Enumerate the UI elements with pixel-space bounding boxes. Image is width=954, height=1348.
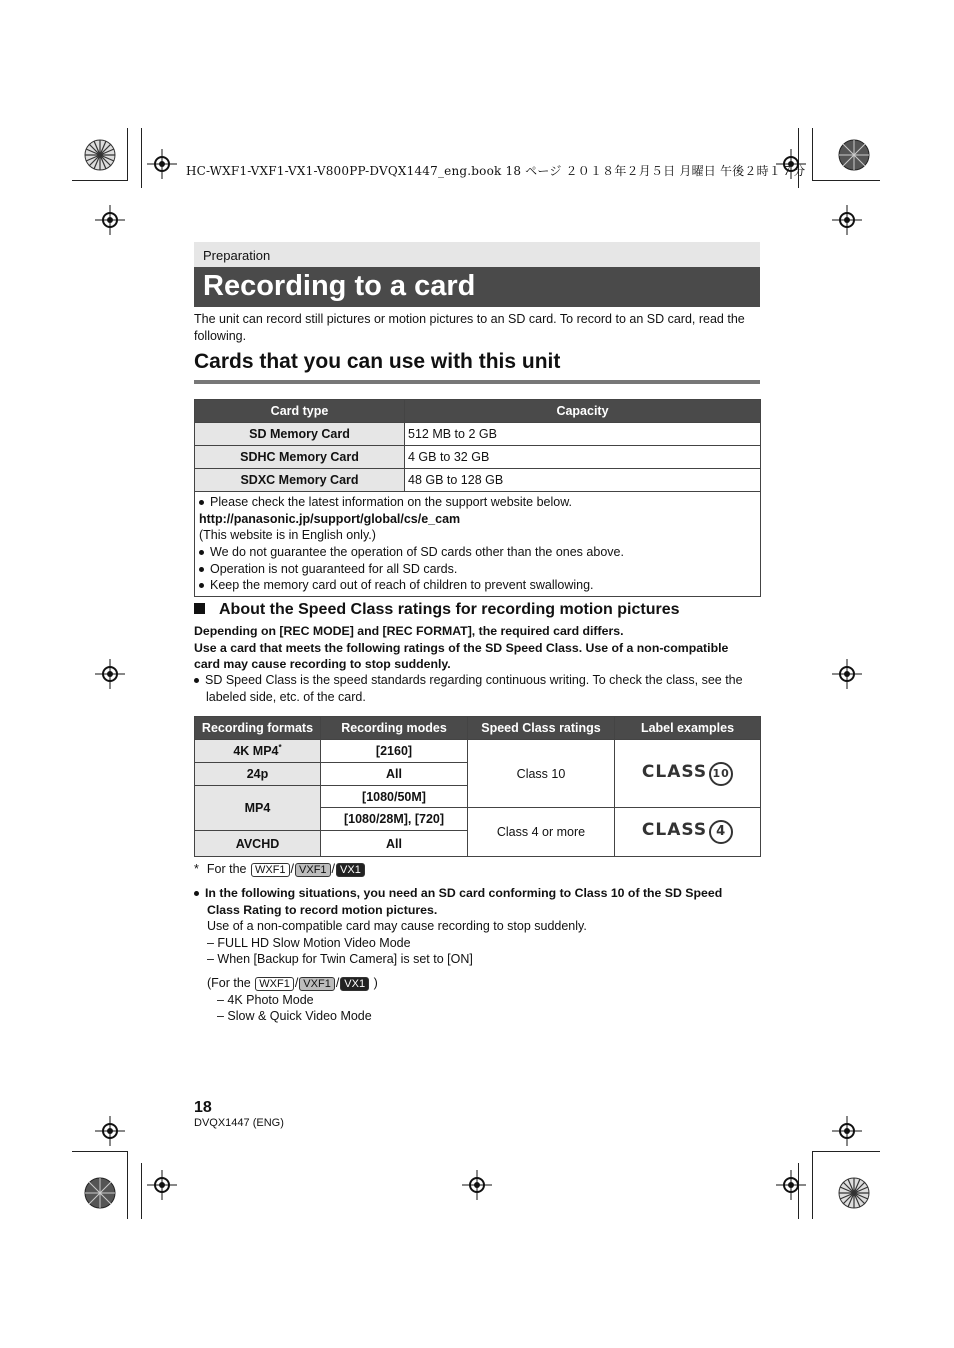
cards-heading: Cards that you can use with this unit: [194, 350, 561, 373]
registration-mark-icon: [832, 659, 862, 689]
registration-mark-icon: [832, 1116, 862, 1146]
intro-paragraph: The unit can record still pictures or motion pictures to an SD card. To record to an SD card, read the following.: [194, 312, 745, 343]
col-header-speed-class: Speed Class ratings: [468, 717, 615, 740]
note-item: Keep the memory card out of reach of children to prevent swallowing.: [199, 578, 594, 592]
table-row: [195, 469, 761, 492]
class4-label-cell: [615, 808, 761, 857]
book-info-line: HC-WXF1-VXF1-VX1-V800PP-DVQX1447_eng.book 18 ページ ２０１８年２月５日 月曜日 午後２時１７分: [186, 164, 806, 178]
bullet-icon: [199, 550, 204, 555]
registration-mark-icon: [462, 1170, 492, 1200]
model-chip-vxf1: VXF1: [295, 863, 331, 877]
capacity-cell: 4 GB to 32 GB: [405, 446, 761, 469]
col-header-recording-modes: Recording modes: [321, 717, 468, 740]
note-item: Operation is not guaranteed for all SD cards.: [199, 562, 457, 576]
table-row: [195, 446, 761, 469]
note-item: We do not guarantee the operation of SD cards other than the ones above.: [199, 545, 624, 559]
format-cell: 4K MP4*: [195, 740, 321, 763]
color-rosette-icon: [838, 139, 870, 171]
registration-mark-icon: [776, 1170, 806, 1200]
bullet-icon: [199, 583, 204, 588]
speed-class-cell: Class 4 or more: [468, 808, 615, 857]
registration-mark-icon: [95, 1116, 125, 1146]
model-chip-vx1: VX1: [340, 977, 369, 991]
model-specific-block: (For the WXF1 / VXF1 / VX1 ) – 4K Photo Mode – Slow & Quick Video Mode: [207, 976, 378, 1023]
mode-cell: All: [321, 831, 468, 857]
page-title: Recording to a card: [203, 270, 476, 302]
mode-cell: [1080/28M], [720]: [321, 808, 468, 831]
speed-class-note: SD Speed Class is the speed standards regarding continuous writing. To check the class, see the labeled side, etc. of the card.: [194, 672, 764, 705]
cards-table: [194, 399, 761, 492]
col-header-recording-formats: Recording formats: [195, 717, 321, 740]
table-row: [195, 740, 761, 763]
mode-cell: [2160]: [321, 740, 468, 763]
format-cell: MP4: [195, 786, 321, 831]
format-cell: AVCHD: [195, 831, 321, 857]
class10-label-cell: [615, 740, 761, 808]
speed-bold-paragraph: Depending on [REC MODE] and [REC FORMAT], the required card differs. Use a card that meets the following ratings of the SD Speed Class. Use of a non-compatible card may cause recording to stop suddenly.: [194, 624, 729, 671]
registration-mark-icon: [147, 149, 177, 179]
heading-rule: [194, 380, 760, 384]
class4-logo: CLASS 4: [642, 820, 733, 840]
bullet-icon: [194, 891, 199, 896]
document-code: DVQX1447 (ENG): [194, 1117, 284, 1129]
card-type-cell: SDHC Memory Card: [195, 446, 405, 469]
registration-mark-icon: [95, 659, 125, 689]
situations-block: In the following situations, you need an SD card conforming to Class 10 of the SD Speed Class Rating to record motion pictures. Use of a non-compatible card may cause recording to stop suddenly. – FULL HD Slow Motion Video Mode – When [Backup for Twin Camera] is set to [ON]: [194, 885, 764, 968]
registration-mark-icon: [832, 205, 862, 235]
color-rosette-icon: [84, 139, 116, 171]
speed-heading: About the Speed Class ratings for recording motion pictures: [194, 601, 680, 619]
capacity-cell: 512 MB to 2 GB: [405, 423, 761, 446]
section-label-text: Preparation: [203, 248, 271, 263]
color-rosette-icon: [838, 1177, 870, 1209]
model-chip-wxf1: WXF1: [251, 863, 290, 877]
bullet-icon: [199, 500, 204, 505]
card-type-cell: SD Memory Card: [195, 423, 405, 446]
mode-cell: [1080/50M]: [321, 786, 468, 808]
speed-class-table: [194, 716, 761, 857]
registration-mark-icon: [95, 205, 125, 235]
note-item: Please check the latest information on the support website below.: [199, 495, 572, 509]
section-label: [194, 242, 760, 267]
card-type-cell: SDXC Memory Card: [195, 469, 405, 492]
class10-logo: CLASS 10: [642, 762, 733, 782]
col-header-label-examples: Label examples: [615, 717, 761, 740]
registration-mark-icon: [147, 1170, 177, 1200]
model-chip-vxf1: VXF1: [299, 977, 335, 991]
page-number: 18: [194, 1099, 212, 1116]
model-chip-vx1: VX1: [336, 863, 365, 877]
format-cell: 24p: [195, 763, 321, 786]
support-url-link[interactable]: http://panasonic.jp/support/global/cs/e_cam: [199, 512, 461, 526]
cards-notes-box: [194, 491, 761, 597]
table-row: [195, 423, 761, 446]
col-header-card-type: Card type: [195, 400, 405, 423]
english-only-note: (This website is in English only.): [199, 528, 376, 542]
color-rosette-icon: [84, 1177, 116, 1209]
speed-class-cell: Class 10: [468, 740, 615, 808]
capacity-cell: 48 GB to 128 GB: [405, 469, 761, 492]
page-title-bar: [194, 267, 760, 307]
bullet-icon: [199, 567, 204, 572]
model-chip-wxf1: WXF1: [255, 977, 294, 991]
table-footnote: * For the WXF1 / VXF1 / VX1: [194, 862, 366, 877]
col-header-capacity: Capacity: [405, 400, 761, 423]
mode-cell: All: [321, 763, 468, 786]
square-bullet-icon: [194, 603, 205, 614]
bullet-icon: [194, 678, 199, 683]
